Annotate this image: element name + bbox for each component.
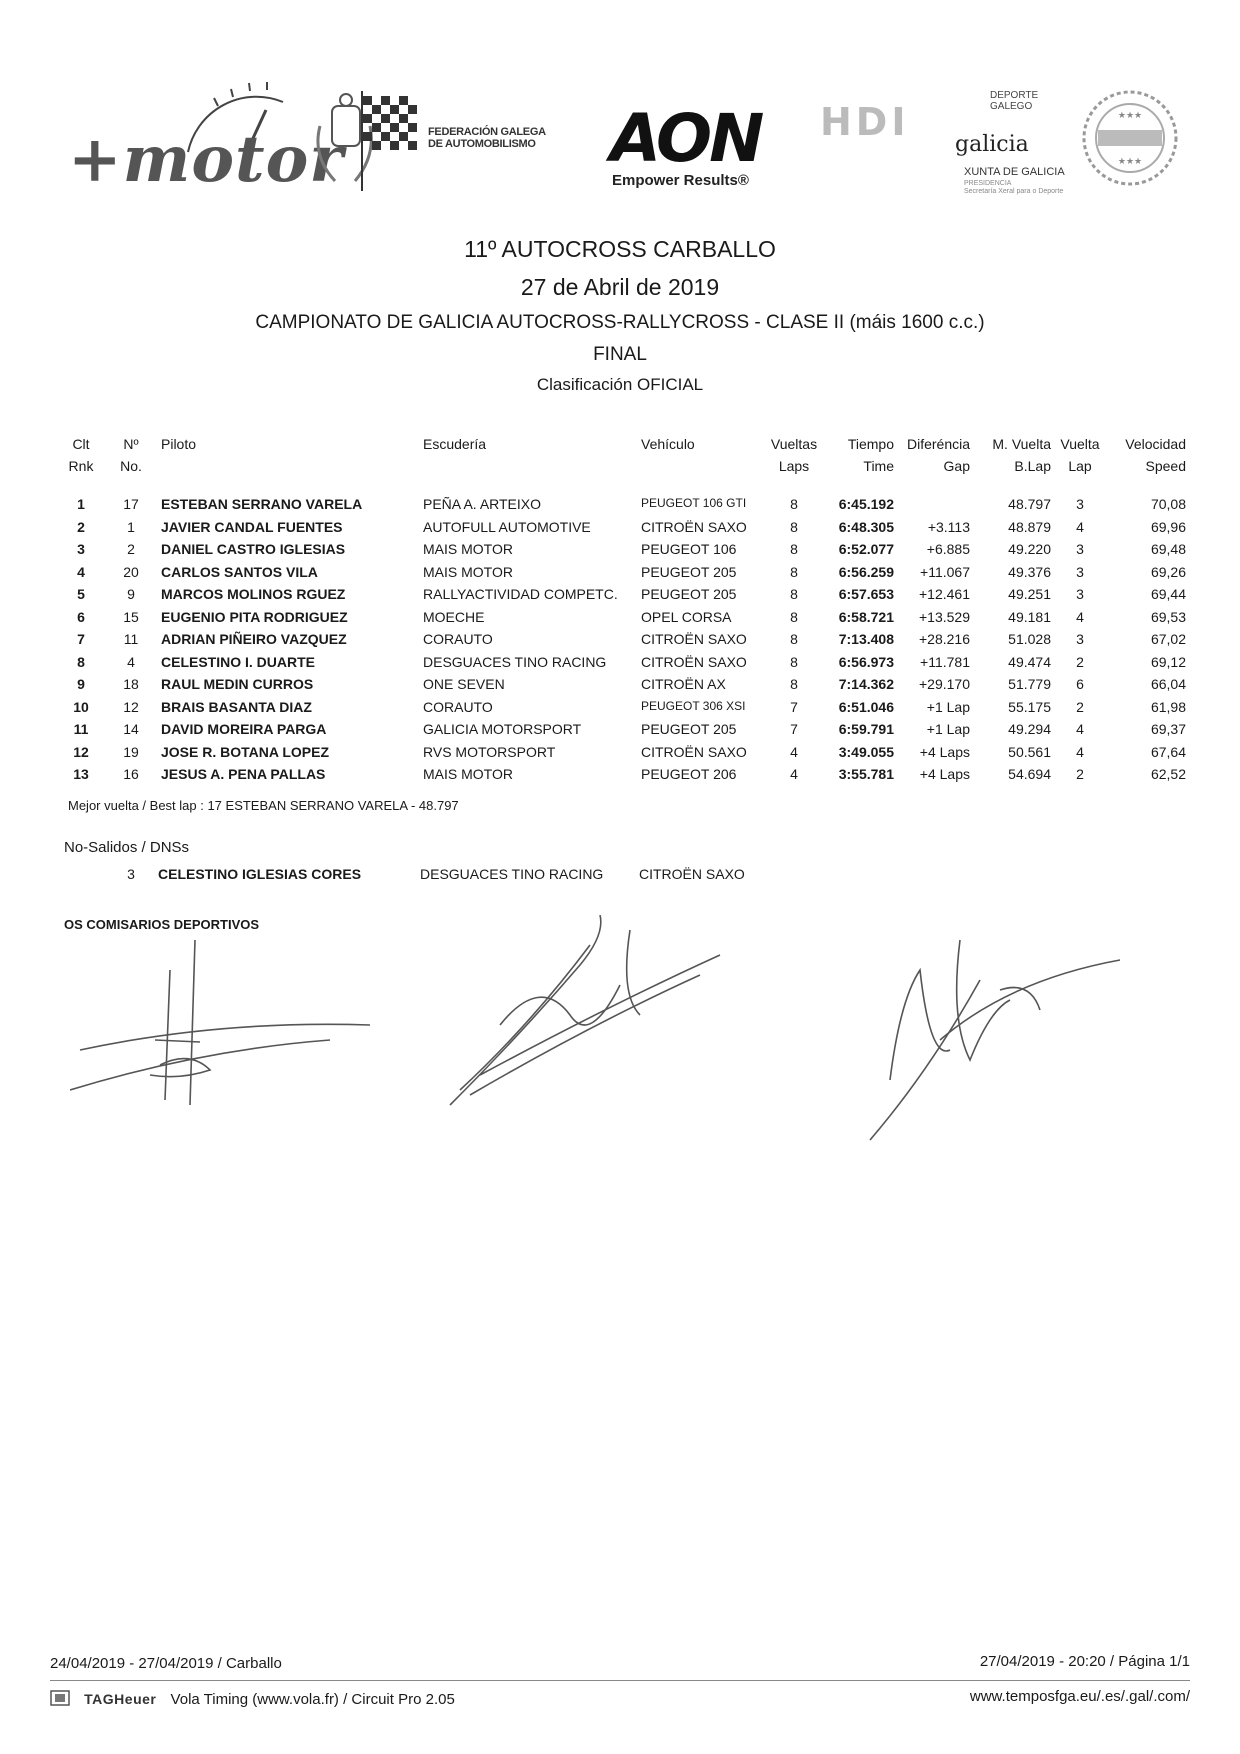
cell-piloto: ADRIAN PIÑEIRO VAZQUEZ <box>161 631 347 647</box>
col-vehiculo-label: Vehículo <box>641 436 695 452</box>
cell-lap: 4 <box>1076 721 1084 737</box>
cell-time: 6:45.192 <box>838 496 894 512</box>
seal-icon <box>1080 88 1180 188</box>
best-lap-note: Mejor vuelta / Best lap : 17 ESTEBAN SERRANO VARELA - 48.797 <box>68 798 459 813</box>
aon-logo-text: AON <box>610 100 762 177</box>
cell-time: 6:51.046 <box>838 698 894 715</box>
cell-vehiculo: CITROËN AX <box>641 676 726 692</box>
galego-line: GALEGO <box>990 101 1033 112</box>
cell-escuderia: MAIS MOTOR <box>423 563 513 580</box>
cell-blap: 48.879 <box>1008 518 1051 535</box>
cell-lap: 2 <box>1076 766 1084 782</box>
hdi-logo-text: HDI <box>820 100 910 144</box>
col-rnk-label-en: Rnk <box>68 458 94 474</box>
dns-piloto: CELESTINO IGLESIAS CORES <box>158 866 362 882</box>
cell-escuderia: AUTOFULL AUTOMOTIVE <box>423 518 591 535</box>
cell-escuderia: RALLYACTIVIDAD COMPETC. <box>423 586 618 602</box>
cell-piloto: JESUS A. PENA PALLAS <box>161 766 326 782</box>
table-row <box>0 541 1240 564</box>
cell-escuderia: MOECHE <box>423 608 485 625</box>
cell-piloto: DANIEL CASTRO IGLESIAS <box>161 541 346 557</box>
dns-row <box>0 866 1240 888</box>
footer-printed: 27/04/2019 - 20:20 / Página 1/1 <box>979 1653 1190 1670</box>
cell-vehiculo: OPEL CORSA <box>641 608 732 625</box>
signature-3 <box>860 920 1130 1150</box>
cell-no: 14 <box>123 721 139 737</box>
cell-speed: 67,64 <box>1150 743 1186 760</box>
col-time-label-en: Time <box>863 458 894 474</box>
cell-time: 6:52.077 <box>838 541 894 557</box>
col-gap-label: Diferéncia <box>906 436 970 452</box>
results-table <box>0 496 1240 789</box>
cell-speed: 70,08 <box>1150 496 1186 512</box>
presidencia-line: PRESIDENCIA <box>964 180 1012 187</box>
stage-title: FINAL <box>593 344 647 365</box>
col-lap-label-en: Lap <box>1068 458 1092 474</box>
cell-time: 7:13.408 <box>838 631 894 647</box>
cell-gap: +3.113 <box>927 518 970 535</box>
cell-rnk: 9 <box>77 676 85 692</box>
col-blap-label-en: B.Lap <box>1014 458 1051 474</box>
cell-blap: 49.474 <box>1008 653 1051 670</box>
cell-vehiculo: PEUGEOT 205 <box>641 586 737 602</box>
col-lap-label: Vuelta <box>1060 436 1100 452</box>
cell-escuderia: GALICIA MOTORSPORT <box>423 721 582 737</box>
table-row <box>0 699 1240 722</box>
deporte-line: DEPORTE <box>990 90 1039 101</box>
galicia-logo <box>930 90 1070 200</box>
col-laps-label: Vueltas <box>770 436 818 452</box>
dns-escuderia: DESGUACES TINO RACING <box>420 866 604 882</box>
table-row <box>0 721 1240 744</box>
cell-no: 1 <box>127 518 135 535</box>
cell-piloto: EUGENIO PITA RODRIGUEZ <box>161 608 348 625</box>
cell-piloto: DAVID MOREIRA PARGA <box>161 721 327 737</box>
footer-website: www.temposfga.eu/.es/.gal/.com/ <box>969 1688 1190 1705</box>
cell-laps: 8 <box>790 631 798 647</box>
cell-time: 6:59.791 <box>838 721 894 737</box>
cell-speed: 69,26 <box>1150 563 1186 580</box>
cell-lap: 3 <box>1076 586 1084 602</box>
cell-rnk: 13 <box>73 766 89 782</box>
cell-vehiculo: PEUGEOT 106 GTI <box>641 496 747 510</box>
col-rnk-label: Clt <box>72 436 90 452</box>
table-row <box>0 766 1240 789</box>
tagheuer-icon <box>50 1690 70 1706</box>
col-time-label: Tiempo <box>847 436 894 452</box>
cell-escuderia: MAIS MOTOR <box>423 766 513 782</box>
cell-lap: 4 <box>1076 608 1084 625</box>
aon-tagline: Empower Results® <box>612 172 749 189</box>
championship-title: CAMPIONATO DE GALICIA AUTOCROSS-RALLYCROSS - CLASE II (máis 1600 c.c.) <box>255 312 985 333</box>
col-blap-label: M. Vuelta <box>992 436 1051 452</box>
cell-vehiculo: PEUGEOT 306 XSI <box>641 698 746 713</box>
cell-laps: 8 <box>790 541 798 557</box>
cell-gap: +11.781 <box>920 653 970 670</box>
cell-vehiculo: CITROËN SAXO <box>641 743 747 760</box>
software-text: Vola Timing (www.vola.fr) / Circuit Pro 2.05 <box>170 1690 455 1708</box>
cell-no: 18 <box>123 676 139 692</box>
fga-logo <box>310 86 560 196</box>
crest-flag-icon <box>310 86 430 196</box>
cell-speed: 69,12 <box>1150 653 1186 670</box>
cell-escuderia: CORAUTO <box>423 631 493 647</box>
cell-laps: 8 <box>790 586 798 602</box>
cell-rnk: 8 <box>77 653 85 670</box>
cell-lap: 3 <box>1076 496 1084 512</box>
cell-no: 12 <box>123 698 139 715</box>
cell-rnk: 5 <box>77 586 85 602</box>
cell-time: 6:56.259 <box>838 563 894 580</box>
cell-time: 3:49.055 <box>838 743 894 760</box>
cell-rnk: 2 <box>77 518 85 535</box>
hdi-logo <box>820 100 910 190</box>
cell-gap: +13.529 <box>919 608 970 625</box>
cell-lap: 2 <box>1076 653 1084 670</box>
cell-gap: +11.067 <box>920 563 970 580</box>
fga-line-1: FEDERACIÓN GALEGA <box>428 126 546 138</box>
cell-vehiculo: PEUGEOT 106 <box>641 541 737 557</box>
table-row <box>0 564 1240 587</box>
signature-1 <box>70 930 380 1110</box>
cell-laps: 8 <box>790 518 798 535</box>
footer-divider <box>50 1680 1190 1681</box>
cell-blap: 49.181 <box>1008 608 1051 625</box>
motor-logo-text: +motor <box>68 122 344 197</box>
table-row <box>0 609 1240 632</box>
cell-laps: 8 <box>790 608 798 625</box>
cell-piloto: JOSE R. BOTANA LOPEZ <box>161 743 330 760</box>
cell-blap: 54.694 <box>1008 766 1051 782</box>
col-speed-label-en: Speed <box>1145 458 1186 474</box>
cell-vehiculo: PEUGEOT 205 <box>641 721 737 737</box>
footer-dates: 24/04/2019 - 27/04/2019 / Carballo <box>50 1655 282 1672</box>
cell-blap: 49.376 <box>1008 563 1051 580</box>
tagheuer-name: TAGHeuer <box>84 1690 157 1707</box>
cell-time: 6:57.653 <box>838 586 894 602</box>
cell-no: 19 <box>123 743 139 760</box>
col-gap-label-en: Gap <box>943 458 970 474</box>
cell-gap: +6.885 <box>926 541 970 557</box>
cell-laps: 4 <box>790 743 798 760</box>
table-row <box>0 744 1240 767</box>
cell-escuderia: DESGUACES TINO RACING <box>423 653 607 670</box>
cell-piloto: CELESTINO I. DUARTE <box>161 653 316 670</box>
cell-rnk: 6 <box>77 608 85 625</box>
cell-gap: +28.216 <box>919 631 970 647</box>
comisarios-title: OS COMISARIOS DEPORTIVOS <box>64 917 260 932</box>
cell-laps: 4 <box>790 766 798 782</box>
cell-vehiculo: PEUGEOT 206 <box>641 766 737 782</box>
event-title: 11º AUTOCROSS CARBALLO <box>464 236 776 262</box>
cell-speed: 67,02 <box>1150 631 1186 647</box>
galicia-small-text <box>964 180 1063 196</box>
cell-vehiculo: CITROËN SAXO <box>641 653 747 670</box>
results-header <box>0 436 1240 480</box>
aon-logo <box>605 100 765 195</box>
cell-vehiculo: PEUGEOT 205 <box>641 563 737 580</box>
secretaria-line: Secretaría Xeral para o Deporte <box>964 188 1064 195</box>
cell-speed: 69,96 <box>1150 518 1186 535</box>
cell-blap: 55.175 <box>1008 698 1051 715</box>
motor-logo <box>68 82 344 202</box>
cell-no: 4 <box>127 653 135 670</box>
galicia-wordmark: galicia <box>955 132 1029 157</box>
cell-no: 17 <box>123 496 139 512</box>
cell-piloto: ESTEBAN SERRANO VARELA <box>161 496 363 512</box>
cell-rnk: 10 <box>73 698 89 715</box>
signature-2 <box>430 915 730 1115</box>
col-piloto-label: Piloto <box>161 436 197 452</box>
cell-rnk: 1 <box>77 496 85 512</box>
col-speed-label: Velocidad <box>1125 436 1186 452</box>
cell-no: 2 <box>127 541 135 557</box>
cell-speed: 62,52 <box>1150 766 1186 782</box>
cell-vehiculo: CITROËN SAXO <box>641 631 747 647</box>
cell-escuderia: ONE SEVEN <box>423 676 505 692</box>
cell-speed: 69,44 <box>1150 586 1186 602</box>
cell-lap: 4 <box>1076 518 1084 535</box>
table-row <box>0 631 1240 654</box>
table-row <box>0 519 1240 542</box>
footer-software <box>50 1690 455 1710</box>
col-laps-label-en: Laps <box>778 458 810 474</box>
table-row <box>0 496 1240 519</box>
cell-speed: 69,37 <box>1150 721 1186 737</box>
cell-rnk: 3 <box>77 541 85 557</box>
table-row <box>0 586 1240 609</box>
cell-escuderia: PEÑA A. ARTEIXO <box>423 496 542 512</box>
cell-blap: 48.797 <box>1008 496 1051 512</box>
cell-rnk: 7 <box>77 631 85 647</box>
cell-rnk: 4 <box>77 563 85 580</box>
cell-speed: 69,48 <box>1150 541 1186 557</box>
cell-gap: +12.461 <box>919 586 970 602</box>
cell-gap: +29.170 <box>919 676 970 692</box>
cell-escuderia: MAIS MOTOR <box>423 541 513 557</box>
cell-time: 3:55.781 <box>838 766 894 782</box>
event-date: 27 de Abril de 2019 <box>520 274 720 300</box>
dns-no: 3 <box>127 866 135 882</box>
cell-time: 6:58.721 <box>838 608 894 625</box>
cell-no: 11 <box>123 631 139 647</box>
col-no-label-en: No. <box>120 458 142 474</box>
cell-escuderia: RVS MOTORSPORT <box>423 743 556 760</box>
cell-no: 20 <box>123 563 139 580</box>
deporte-galego-text <box>990 90 1038 112</box>
cell-laps: 8 <box>790 676 798 692</box>
tagheuer-logo <box>50 1690 70 1710</box>
cell-piloto: BRAIS BASANTA DIAZ <box>161 698 312 715</box>
cell-time: 6:48.305 <box>838 518 894 535</box>
classification-title: Clasificación OFICIAL <box>536 375 704 394</box>
svg-text:★★★: ★★★ <box>1117 157 1143 167</box>
svg-text:★★★: ★★★ <box>1117 111 1143 121</box>
fga-line-2: DE AUTOMOBILISMO <box>428 138 536 150</box>
cell-gap: +4 Laps <box>919 743 970 760</box>
cell-no: 9 <box>127 586 135 602</box>
cell-gap: +4 Laps <box>919 766 970 782</box>
cell-speed: 61,98 <box>1150 698 1186 715</box>
cell-no: 16 <box>123 766 139 782</box>
cell-lap: 3 <box>1076 563 1084 580</box>
cell-rnk: 11 <box>73 721 89 737</box>
cell-laps: 7 <box>790 698 798 715</box>
cell-vehiculo: CITROËN SAXO <box>641 518 747 535</box>
cell-rnk: 12 <box>73 743 89 760</box>
table-row <box>0 654 1240 677</box>
ben-feito-seal <box>1080 88 1180 188</box>
cell-laps: 8 <box>790 496 798 512</box>
cell-blap: 49.220 <box>1008 541 1051 557</box>
cell-lap: 3 <box>1076 541 1084 557</box>
cell-piloto: CARLOS SANTOS VILA <box>161 563 318 580</box>
cell-lap: 2 <box>1076 698 1084 715</box>
fga-logo-text <box>428 126 546 150</box>
cell-laps: 8 <box>790 653 798 670</box>
cell-piloto: JAVIER CANDAL FUENTES <box>161 518 343 535</box>
cell-lap: 6 <box>1076 676 1084 692</box>
col-no-label: Nº <box>123 436 139 452</box>
table-row <box>0 676 1240 699</box>
dns-vehiculo: CITROËN SAXO <box>639 866 745 882</box>
cell-speed: 66,04 <box>1150 676 1186 692</box>
xunta-text: XUNTA DE GALICIA <box>964 166 1065 178</box>
cell-lap: 3 <box>1076 631 1084 647</box>
cell-no: 15 <box>123 608 139 625</box>
cell-blap: 51.028 <box>1008 631 1051 647</box>
cell-time: 7:14.362 <box>838 676 894 692</box>
cell-piloto: RAUL MEDIN CURROS <box>161 676 314 692</box>
cell-escuderia: CORAUTO <box>423 698 493 715</box>
cell-blap: 49.294 <box>1008 721 1051 737</box>
cell-gap: +1 Lap <box>926 698 970 715</box>
dns-title: No-Salidos / DNSs <box>64 839 190 856</box>
cell-blap: 49.251 <box>1008 586 1051 602</box>
cell-gap: +1 Lap <box>926 721 970 737</box>
cell-time: 6:56.973 <box>838 653 894 670</box>
cell-piloto: MARCOS MOLINOS RGUEZ <box>161 586 346 602</box>
cell-blap: 50.561 <box>1008 743 1051 760</box>
col-escuderia-label: Escudería <box>423 436 487 452</box>
cell-blap: 51.779 <box>1008 676 1051 692</box>
cell-laps: 7 <box>790 721 798 737</box>
cell-speed: 69,53 <box>1150 608 1186 625</box>
cell-lap: 4 <box>1076 743 1084 760</box>
cell-laps: 8 <box>790 563 798 580</box>
